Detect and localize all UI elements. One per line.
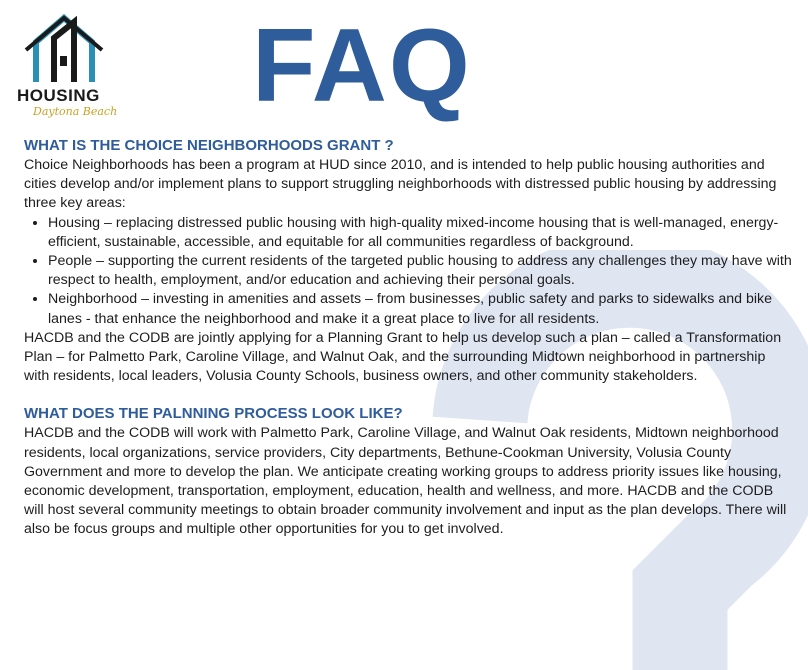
logo-wordmark: HOUSING (17, 86, 100, 105)
list-item-people: • People – supporting the current residents of the targeted public housing to address any challenges they may have with respect to health, employment, and/or education and achieving their personal goals. (48, 252, 794, 290)
section-heading-choice-grant: WHAT IS THE CHOICE NEIGHBORHOODS GRANT ? (24, 137, 394, 154)
section-closing: HACDB and the CODB are jointly applying for a Planning Grant to help us develop such a plan – called a Transformation Plan – for Palmetto Park, Caroline Village, and Walnut Oak, and the surrounding Midtown neighborhood in partnership with residents, local leaders, Volusia County Schools, business owners, and other community stakeholders. (24, 329, 782, 385)
section-spacer (24, 386, 794, 404)
logo-subtitle: Daytona Beach (33, 105, 118, 118)
section-intro: Choice Neighborhoods has been a program at HUD since 2010, and is intended to help public housing authorities and cities develop and/or implement plans to support struggling neighborhoods with distressed public housing by addressing three key areas: (24, 157, 777, 212)
list-item-neighborhood: • Neighborhood – investing in amenities and assets – from businesses, public safety and parks to sidewalks and bike lanes - that enhance the neighborhood and make it a great place to live for all residents. (48, 290, 794, 328)
page-title: FAQ (252, 8, 472, 124)
list-item-housing: • Housing – replacing distressed public housing with high-quality mixed-income housing that is well-managed, energy-efficient, sustainable, accessible, and equitable for all communities regardless of background. (48, 214, 794, 252)
section-heading-planning-process: WHAT DOES THE PALNNING PROCESS LOOK LIKE? (24, 405, 403, 423)
faq-content (24, 136, 794, 540)
section-body: HACDB and the CODB will work with Palmetto Park, Caroline Village, and Walnut Oak residents, Midtown neighborhood residents, local organizations, service providers, City departments, Bethune-Cookman University, Volusia County Government and more to develop the plan. We anticipate creating working groups to address priority issues like housing, economic development, transportation, employment, education, health and wellness, and more. HACDB and the CODB will host several community meetings to obtain broader community involvement and input as the plan develops. There will also be focus groups and multiple other opportunities for you to get involved. (24, 425, 787, 538)
key-areas-list (24, 214, 794, 329)
